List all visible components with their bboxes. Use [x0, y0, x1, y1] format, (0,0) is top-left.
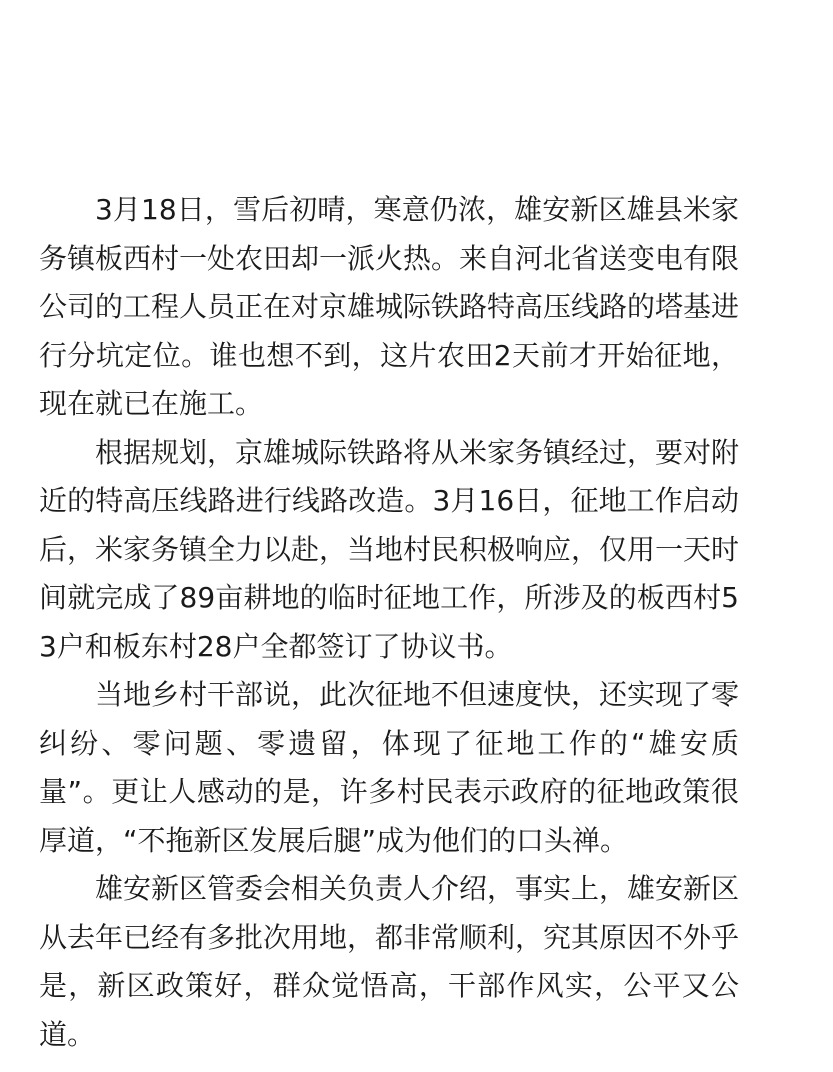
article-paragraph: 雄安新区管委会相关负责人介绍，事实上，雄安新区从去年已经有多批次用地，都非常顺利，究其原因不外乎是，新区政策好，群众觉悟高，干部作风实，公平又公道。: [39, 872, 740, 1051]
article-body: [39, 186, 739, 1059]
article-paragraph: 当地乡村干部说，此次征地不但速度快，还实现了零纠纷、零问题、零遗留，体现了征地工作的“雄安质量”。更让人感动的是，许多村民表示政府的征地政策很厚道，“不拖新区发展后腿”成为他们的口头禅。: [39, 678, 740, 857]
article-paragraph: 根据规划，京雄城际铁路将从米家务镇经过，要对附近的特高压线路进行线路改造。3月16日，征地工作启动后，米家务镇全力以赴，当地村民积极响应，仅用一天时间就完成了89亩耕地的临时征地工作，所涉及的板西村53户和板东村28户全都签订了协议书。: [39, 435, 740, 663]
article-paragraph: 3月18日，雪后初晴，寒意仍浓，雄安新区雄县米家务镇板西村一处农田却一派火热。来自河北省送变电有限公司的工程人员正在对京雄城际铁路特高压线路的塔基进行分坑定位。谁也想不到，这片农田2天前才开始征地，现在就已在施工。: [39, 193, 740, 420]
